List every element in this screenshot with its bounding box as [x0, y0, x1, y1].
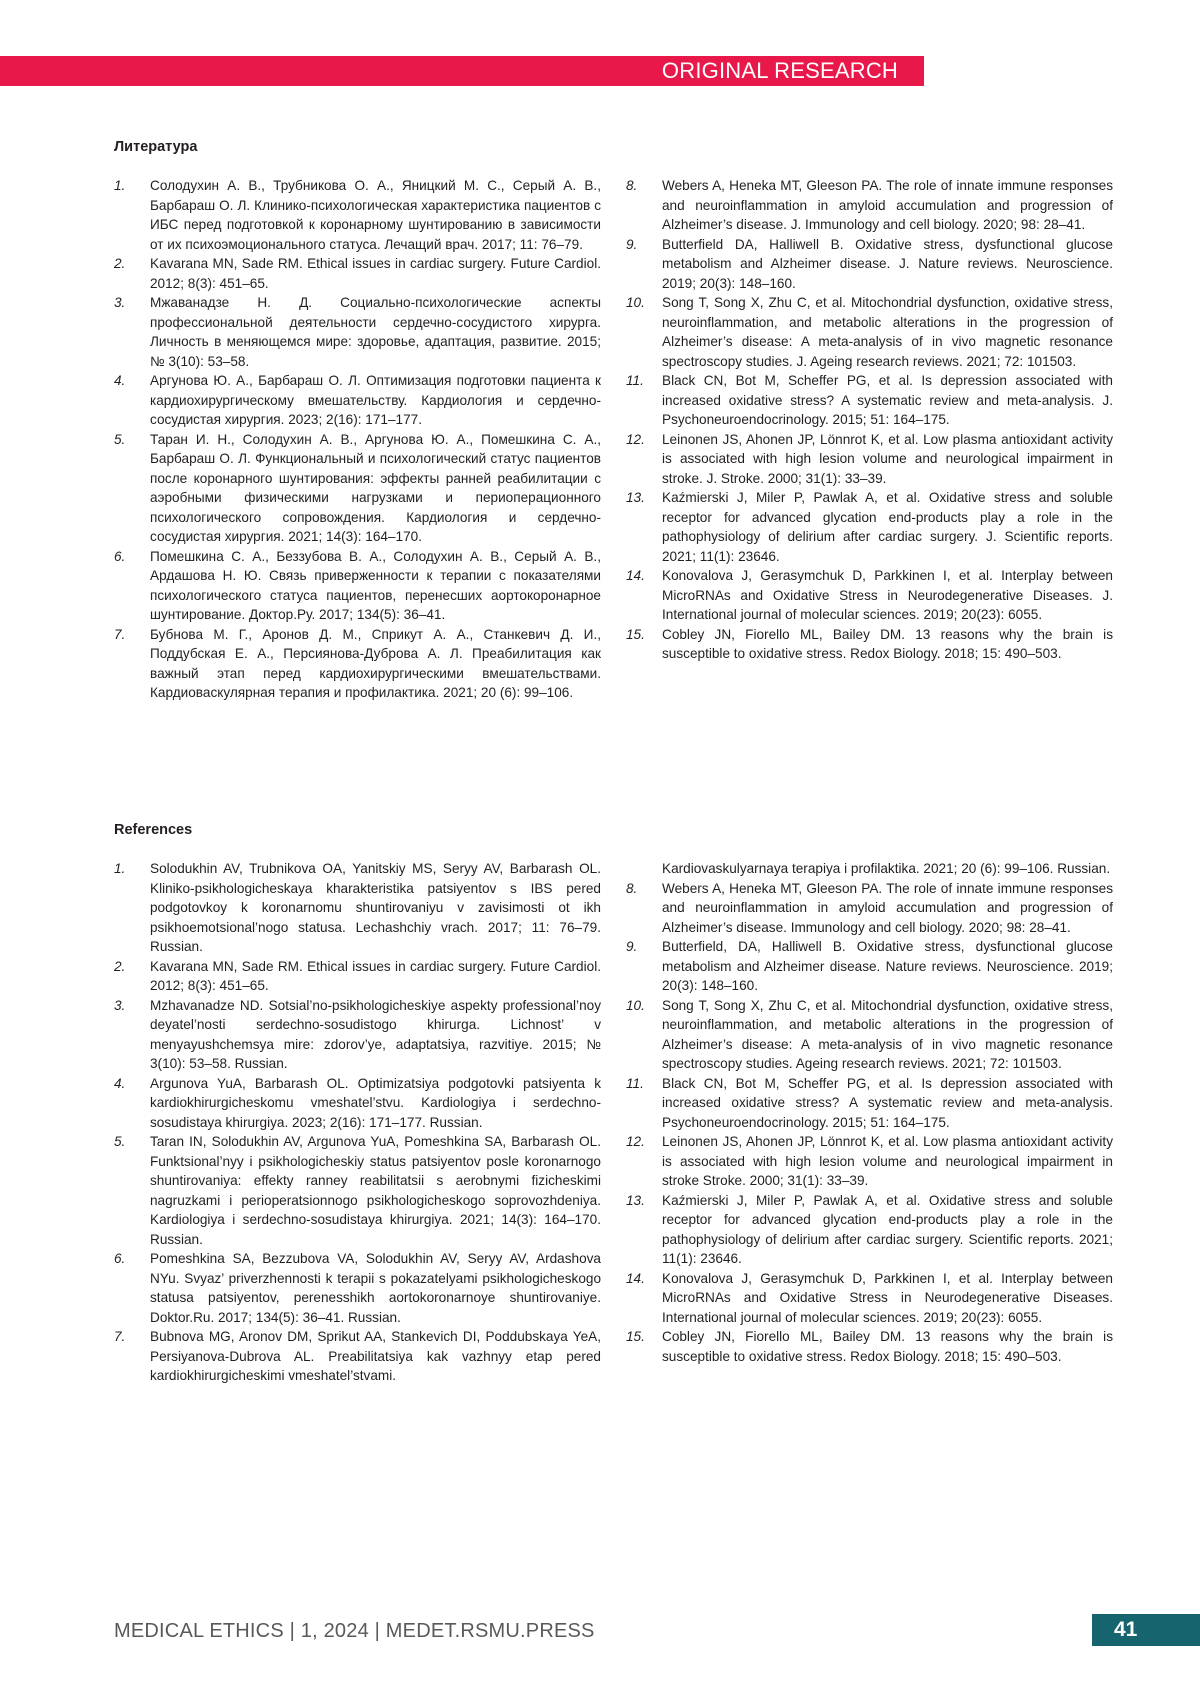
reference-text: Pomeshkina SA, Bezzubova VA, Solodukhin AV, Seryy AV, Ardashova NYu. Svyaz’ priverzhennosti k terapii s pokazatelyami psikhologicheskogo statusa patsiyentov, perenesshikh aortokoronarnoye shuntirovaniye. Doktor.Ru. 2017; 134(5): 36–41. Russian. [150, 1251, 601, 1325]
reference-text: Black CN, Bot M, Scheffer PG, et al. Is depression associated with increased oxidative stress? A systematic review and meta-analysis. Psychoneuroendocrinology. 2015; 51: 164–175. [662, 1075, 1113, 1130]
reference-text: Бубнова М. Г., Аронов Д. М., Сприкут А. А., Станкевич Д. И., Поддубская Е. А., Персиянова-Дуброва А. Л. Преабилитация как важный этап перед кардиохирургическими вмешательствами. Кардиоваскулярная терапия и профилактика. 2021; 20 (6): 99–106. [150, 626, 601, 700]
reference-text: Солодухин А. В., Трубникова О. А., Яницкий М. С., Серый А. В., Барбараш О. Л. Клинико-психологическая характеристика пациентов с ИБС перед подготовкой к коронарному шунтированию в зависимости от их психоэмоционального статуса. Лечащий врач. 2017; 11: 76–79. [150, 178, 601, 252]
reference-text: Leinonen JS, Ahonen JP, Lönnrot K, et al. Low plasma antioxidant activity is associated with high lesion volume and neurological impairment in stroke Stroke. 2000; 31(1): 33–39. [662, 1134, 1113, 1188]
reference-item [626, 430, 1113, 489]
reference-item [626, 1132, 1113, 1191]
reference-item [626, 566, 1113, 625]
reference-number: 4. [114, 373, 126, 388]
reference-number: 7. [114, 626, 126, 642]
reference-text: Butterfield DA, Halliwell B. Oxidative stress, dysfunctional glucose metabolism and Alzheimer disease. J. Nature reviews. Neuroscience. 2019; 20(3): 148–160. [662, 236, 1113, 291]
reference-text: Konovalova J, Gerasymchuk D, Parkkinen I, et al. Interplay between MicroRNAs and Oxidative Stress in Neurodegenerative Diseases. International journal of molecular sciences. 2019; 20(23): 6055. [662, 1270, 1113, 1325]
reference-number: 2. [114, 256, 126, 271]
reference-text: Argunova YuA, Barbarash OL. Optimizatsiya podgotovki patsiyenta k kardiokhirurgicheskomu vmeshatel’stvu. Kardiologiya i serdechno-sosudistaya khirurgiya. 2023; 2(16): 171–177. Russian. [150, 1075, 601, 1130]
reference-number: 5. [114, 1134, 126, 1149]
reference-text: Webers A, Heneka MT, Gleeson PA. The role of innate immune responses and neuroinflammation in amyloid accumulation and progression of Alzheimer’s disease. J. Immunology and cell biology. 2020; 98: 28–41. [662, 178, 1113, 232]
reference-item [626, 1327, 1113, 1366]
en-references-right-column [626, 859, 1113, 1366]
reference-item [114, 1249, 601, 1327]
reference-number: 13. [626, 490, 645, 505]
reference-number: 9. [626, 236, 638, 252]
reference-item [114, 293, 601, 371]
ru-references-title: Литература [114, 139, 198, 155]
reference-text: Таран И. Н., Солодухин А. В., Аргунова Ю. А., Помешкина С. А., Барбараш О. Л. Функциональный и психологический статус пациентов после коронарного шунтирования: эффекты ранней реабилитации с аэробными физическими нагрузками и периоперационного психологического сопровождения. Кардиология и сердечно-сосудистая хирургия. 2021; 14(3): 164–170. [150, 431, 601, 544]
reference-number: 14. [626, 1270, 645, 1286]
reference-item [114, 547, 601, 625]
section-banner [0, 56, 924, 86]
reference-item [114, 430, 601, 547]
reference-text: Mzhavanadze ND. Sotsial’no-psikhologicheskiye aspekty professional’noy deyatel’nosti serdechno-sosudistogo khirurga. Lichnost’ v menyayushchemsya mire: zdorov’ye, adaptatsiya, razvitiye. 2015; № 3(10): 53–58. Russian. [150, 997, 601, 1071]
reference-number: 10. [626, 295, 645, 310]
reference-item [114, 996, 601, 1074]
reference-item [626, 371, 1113, 430]
reference-text: Cobley JN, Fiorello ML, Bailey DM. 13 reasons why the brain is susceptible to oxidative stress. Redox Biology. 2018; 15: 490–503. [662, 1329, 1113, 1364]
reference-item [114, 957, 601, 996]
reference-item [114, 1074, 601, 1133]
reference-number: 8. [626, 880, 638, 896]
ru-references-right-column [626, 176, 1113, 664]
reference-number: 1. [114, 178, 126, 193]
reference-item [626, 625, 1113, 664]
reference-number: 12. [626, 1134, 645, 1149]
reference-item [114, 625, 601, 703]
reference-text: Kaźmierski J, Miler P, Pawlak A, et al. Oxidative stress and soluble receptor for advanced glycation end-products play a role in the pathophysiology of delirium after cardiac surgery. Scientific reports. 2021; 11(1): 23646. [662, 1192, 1113, 1266]
reference-text: Song T, Song X, Zhu C, et al. Mitochondrial dysfunction, oxidative stress, neuroinflammation, and metabolic alterations in the progression of Alzheimer’s disease: A meta-analysis of in vivo magnetic resonance spectroscopy studies. Ageing research reviews. 2021; 72: 101503. [662, 997, 1113, 1071]
reference-item [626, 235, 1113, 294]
reference-text: Kardiovaskulyarnaya terapiya i profilaktika. 2021; 20 (6): 99–106. Russian. [662, 861, 1111, 876]
reference-number: 15. [626, 626, 645, 642]
reference-number: 4. [114, 1075, 126, 1091]
reference-item [114, 859, 601, 957]
reference-text: Помешкина С. А., Беззубова В. А., Солодухин А. В., Серый А. В., Ардашова Н. Ю. Связь приверженности к терапии с показателями психологического статуса пациентов, перенесших аортокоронарное шунтирование. Доктор.Ру. 2017; 134(5): 36–41. [150, 548, 601, 622]
reference-number: 6. [114, 1251, 126, 1266]
reference-number: 9. [626, 939, 638, 954]
reference-item [114, 176, 601, 254]
reference-item [114, 371, 601, 430]
reference-text: Мжаванадзе Н. Д. Социально-психологические аспекты профессиональной деятельности сердечно-сосудистого хирурга. Личность в меняющемся мире: здоровье, адаптация, развитие. 2015; № 3(10): 53–58. [150, 295, 601, 369]
ru-references-left-column [114, 176, 601, 703]
page-number: 41 [1092, 1614, 1200, 1646]
reference-number: 14. [626, 568, 645, 583]
reference-text: Kavarana MN, Sade RM. Ethical issues in cardiac surgery. Future Cardiol. 2012; 8(3): 451–65. [150, 958, 601, 993]
reference-item [114, 1132, 601, 1249]
reference-text: Bubnova MG, Aronov DM, Sprikut AA, Stankevich DI, Poddubskaya YeA, Persiyanova-Dubrova AL. Preabilitatsiya kak vazhnyy etap pered kardiokhirurgicheskimi vmeshatel’stvami. [150, 1329, 601, 1383]
reference-item [626, 1269, 1113, 1328]
reference-item [626, 488, 1113, 566]
reference-item [114, 1327, 601, 1386]
journal-footer: MEDICAL ETHICS | 1, 2024 | MEDET.RSMU.PRESS [114, 1620, 595, 1642]
reference-text: Song T, Song X, Zhu C, et al. Mitochondrial dysfunction, oxidative stress, neuroinflammation, and metabolic alterations in the progression of Alzheimer’s disease: A meta-analysis of in vivo magnetic resonance spectroscopy studies. J. Ageing research reviews. 2021; 72: 101503. [662, 295, 1113, 369]
reference-number: 11. [626, 373, 644, 388]
reference-item [626, 1191, 1113, 1269]
reference-number: 1. [114, 861, 126, 876]
reference-number: 3. [114, 295, 126, 310]
reference-number: 5. [114, 431, 126, 447]
reference-item [626, 879, 1113, 938]
reference-number: 8. [626, 178, 638, 193]
reference-number: 7. [114, 1329, 126, 1344]
en-references-left-column [114, 859, 601, 1386]
reference-number: 3. [114, 997, 126, 1013]
reference-number: 6. [114, 548, 126, 564]
reference-item [626, 176, 1113, 235]
reference-text: Konovalova J, Gerasymchuk D, Parkkinen I, et al. Interplay between MicroRNAs and Oxidative Stress in Neurodegenerative Diseases. J. International journal of molecular sciences. 2019; 20(23): 6055. [662, 568, 1113, 622]
reference-number: 10. [626, 997, 645, 1013]
reference-text: Solodukhin AV, Trubnikova OA, Yanitskiy MS, Seryy AV, Barbarash OL. Kliniko-psikhologicheskaya kharakteristika patsiyentov s IBS pered podgotovkoy k koronarnomu shuntirovaniyu v zavisimosti ot ikh psikhoemotsional’nogo statusa. Lechashchiy vrach. 2017; 11: 76–79. Russian. [150, 861, 601, 954]
reference-text: Black CN, Bot M, Scheffer PG, et al. Is depression associated with increased oxidative stress? A systematic review and meta-analysis. J. Psychoneuroendocrinology. 2015; 51: 164–175. [662, 373, 1113, 427]
reference-text: Аргунова Ю. А., Барбараш О. Л. Оптимизация подготовки пациента к кардиохирургическому вмешательству. Кардиология и сердечно-сосудистая хирургия. 2023; 2(16): 171–177. [150, 373, 601, 427]
reference-text: Butterfield, DA, Halliwell B. Oxidative stress, dysfunctional glucose metabolism and Alzheimer disease. Nature reviews. Neuroscience. 2019; 20(3): 148–160. [662, 939, 1113, 993]
reference-text: Kavarana MN, Sade RM. Ethical issues in cardiac surgery. Future Cardiol. 2012; 8(3): 451–65. [150, 256, 601, 291]
reference-text: Kaźmierski J, Miler P, Pawlak A, et al. Oxidative stress and soluble receptor for advanced glycation end-products play a role in the pathophysiology of delirium after cardiac surgery. J. Scientific reports. 2021; 11(1): 23646. [662, 490, 1113, 564]
reference-item [626, 293, 1113, 371]
reference-item [626, 937, 1113, 996]
reference-item [114, 254, 601, 293]
reference-text: Taran IN, Solodukhin AV, Argunova YuA, Pomeshkina SA, Barbarash OL. Funktsional’nyy i psikhologicheskiy status patsiyentov posle koronarnogo shuntirovaniya: effekty ranney reabilitatsii s aerobnymi fizicheskimi nagruzkami i perioperatsionnogo psikhologicheskogo soprovozhdeniya. Kardiologiya i serdechno-sosudistaya khirurgiya. 2021; 14(3): 164–170. Russian. [150, 1134, 601, 1247]
reference-number: 15. [626, 1329, 645, 1344]
en-references-right-list [626, 879, 1113, 1367]
reference-item [626, 996, 1113, 1074]
reference-text: Webers A, Heneka MT, Gleeson PA. The role of innate immune responses and neuroinflammation in amyloid accumulation and progression of Alzheimer’s disease. Immunology and cell biology. 2020; 98: 28–41. [662, 880, 1113, 935]
reference-continuation [626, 859, 1113, 879]
reference-item [626, 1074, 1113, 1133]
reference-text: Leinonen JS, Ahonen JP, Lönnrot K, et al. Low plasma antioxidant activity is associated with high lesion volume and neurological impairment in stroke. J. Stroke. 2000; 31(1): 33–39. [662, 431, 1113, 486]
reference-number: 2. [114, 958, 126, 974]
reference-number: 12. [626, 431, 645, 447]
reference-number: 11. [626, 1075, 644, 1091]
section-label: ORIGINAL RESEARCH [661, 58, 898, 83]
reference-text: Cobley JN, Fiorello ML, Bailey DM. 13 reasons why the brain is susceptible to oxidative stress. Redox Biology. 2018; 15: 490–503. [662, 626, 1113, 661]
en-references-title: References [114, 822, 193, 838]
reference-number: 13. [626, 1192, 645, 1208]
